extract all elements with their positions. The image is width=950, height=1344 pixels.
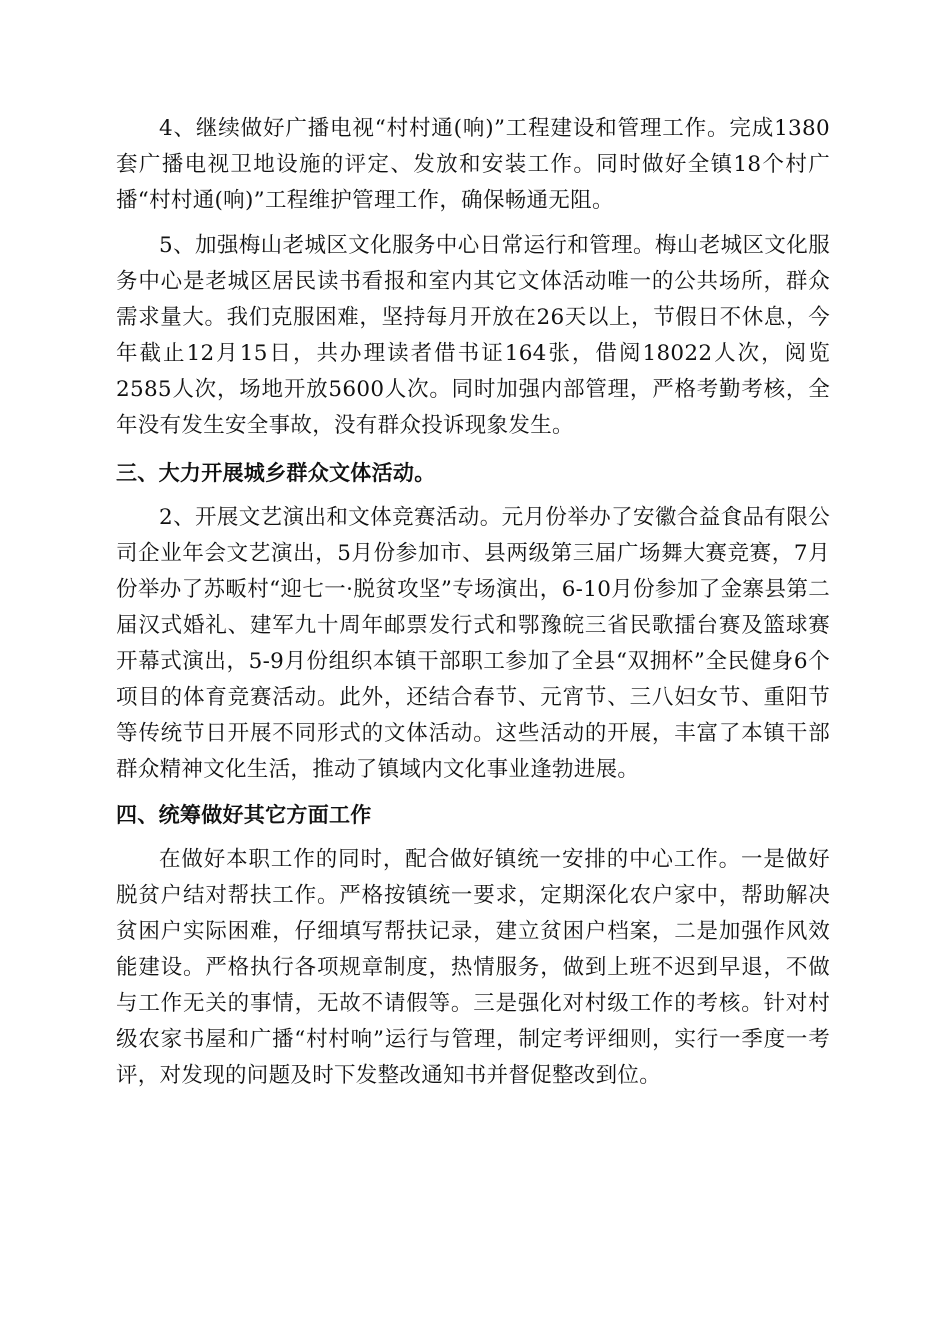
paragraph-item-5: 5、加强梅山老城区文化服务中心日常运行和管理。梅山老城区文化服务中心是老城区居民读书看报和室内其它文体活动唯一的公共场所，群众需求量大。我们克服困难，坚持每月开放在26天以上，节假日不休息，今年截止12月15日，共办理读者借书证164张，借阅18022人次，阅览2585人次，场地开放5600人次。同时加强内部管理，严格考勤考核，全年没有发生安全事故，没有群众投诉现象发生。	[116, 233, 830, 438]
document-body	[116, 111, 830, 1104]
section-heading-4: 四、统筹做好其它方面工作	[116, 803, 372, 827]
paragraph-section3-item-2: 2、开展文艺演出和文体竞赛活动。元月份举办了安徽合益食品有限公司企业年会文艺演出，5月份参加市、县两级第三届广场舞大赛竞赛，7月份举办了苏畈村“迎七一·脱贫攻坚”专场演出，6-10月份参加了金寨县第二届汉式婚礼、建军九十周年邮票发行式和鄂豫皖三省民歌擂台赛及篮球赛开幕式演出，5-9月份组织本镇干部职工参加了全县“双拥杯”全民健身6个项目的体育竞赛活动。此外，还结合春节、元宵节、三八妇女节、重阳节等传统节日开展不同形式的文体活动。这些活动的开展，丰富了本镇干部群众精神文化生活，推动了镇域内文化事业逢勃进展。	[116, 505, 830, 782]
paragraph-item-4: 4、继续做好广播电视“村村通(响)”工程建设和管理工作。完成1380套广播电视卫地设施的评定、发放和安装工作。同时做好全镇18个村广播“村村通(响)”工程维护管理工作，确保畅通无阻。	[116, 116, 830, 213]
paragraph-section4-body: 在做好本职工作的同时，配合做好镇统一安排的中心工作。一是做好脱贫户结对帮扶工作。严格按镇统一要求，定期深化农户家中，帮助解决贫困户实际困难，仔细填写帮扶记录，建立贫困户档案，二是加强作风效能建设。严格执行各项规章制度，热情服务，做到上班不迟到早退，不做与工作无关的事情，无故不请假等。三是强化对村级工作的考核。针对村级农家书屋和广播“村村响”运行与管理，制定考评细则，实行一季度一考评，对发现的问题及时下发整改通知书并督促整改到位。	[116, 847, 830, 1088]
section-heading-3: 三、大力开展城乡群众文体活动。	[116, 461, 436, 485]
